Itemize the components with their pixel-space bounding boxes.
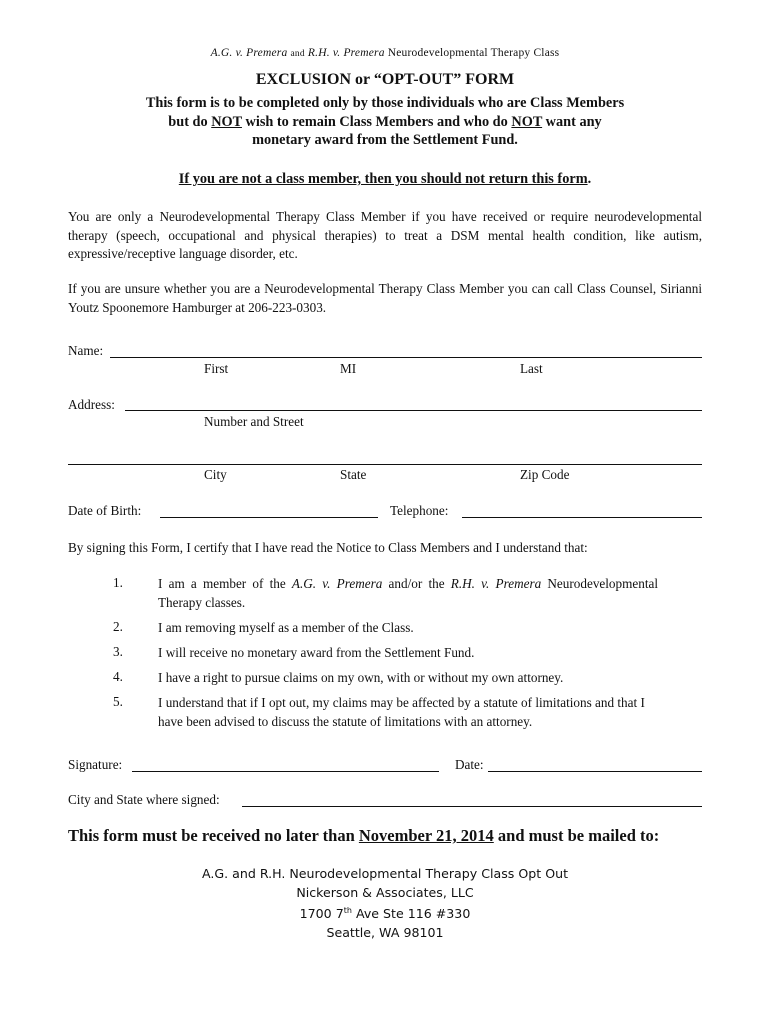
non-member-warning: If you are not a class member, then you should not return this form. bbox=[178, 171, 592, 187]
intro-line-2: but do NOT wish to remain Class Members and who do NOT want any bbox=[168, 113, 602, 130]
acknowledgement-item: I have a right to pursue claims on my own, with or without my own attorney. bbox=[158, 670, 564, 685]
certify-statement: By signing this Form, I certify that I have read the Notice to Class Members and I understand that: bbox=[68, 540, 588, 555]
state-caption: State bbox=[340, 467, 367, 482]
dob-field[interactable] bbox=[160, 517, 378, 518]
name-first-caption: First bbox=[204, 361, 229, 376]
name-last-caption: Last bbox=[520, 361, 543, 376]
zip-caption: Zip Code bbox=[520, 467, 570, 482]
intro-line-3: monetary award from the Settlement Fund. bbox=[252, 132, 518, 148]
item-number: 1. bbox=[113, 575, 123, 590]
dob-label: Date of Birth: bbox=[68, 503, 142, 518]
mailing-line-3: 1700 7th Ave Ste 116 #330 bbox=[299, 906, 471, 922]
header-class-name: Neurodevelopmental Therapy Class bbox=[387, 47, 560, 59]
mailing-line-1: A.G. and R.H. Neurodevelopmental Therapy Class Opt Out bbox=[201, 866, 569, 881]
header-and: and bbox=[290, 49, 305, 59]
telephone-label: Telephone: bbox=[390, 503, 449, 518]
name-mi-caption: MI bbox=[340, 361, 357, 376]
signature-label: Signature: bbox=[68, 757, 123, 772]
acknowledgement-item: I understand that if I opt out, my claims may be affected by a statute of limitations and that I have been advised to discuss the statute of limitations with an attorney. bbox=[158, 695, 645, 729]
city-state-signed-label: City and State where signed: bbox=[68, 792, 220, 807]
class-counsel-paragraph: If you are unsure whether you are a Neurodevelopmental Therapy Class Member you can call Class Counsel, Sirianni Youtz Spoonemore Hamburger at 206-223-0303. bbox=[68, 281, 702, 315]
city-state-signed-field[interactable] bbox=[242, 806, 702, 807]
address-street-caption: Number and Street bbox=[204, 414, 304, 429]
case-name-rh: R.H. v. Premera bbox=[307, 47, 385, 59]
signature-field[interactable] bbox=[132, 771, 439, 772]
eligibility-paragraph: You are only a Neurodevelopmental Therapy Class Member if you have received or require neurodevelopmental therapy (speech, occupational and physical therapies) to treat a DSM mental health condition, like autism, expressive/receptive language disorder, etc. bbox=[68, 209, 702, 261]
date-field[interactable] bbox=[488, 771, 702, 772]
item-number: 4. bbox=[113, 669, 123, 684]
mailing-line-4: Seattle, WA 98101 bbox=[326, 924, 444, 940]
address-city-state-zip-field[interactable] bbox=[68, 464, 702, 465]
case-name-ag: A.G. v. Premera bbox=[210, 47, 288, 59]
form-title: EXCLUSION or “OPT-OUT” FORM bbox=[255, 71, 515, 88]
date-label: Date: bbox=[455, 757, 484, 772]
acknowledgement-item: I am removing myself as a member of the Class. bbox=[158, 620, 414, 635]
item-number: 2. bbox=[113, 619, 123, 634]
name-label: Name: bbox=[68, 343, 104, 358]
acknowledgement-item: I will receive no monetary award from the Settlement Fund. bbox=[158, 645, 475, 660]
intro-line-1: This form is to be completed only by those individuals who are Class Members bbox=[145, 95, 625, 111]
acknowledgement-item: I am a member of the A.G. v. Premera and/or the R.H. v. Premera Neurodevelopmental Therapy classes. bbox=[158, 576, 658, 610]
item-number: 5. bbox=[113, 694, 123, 709]
mailing-address bbox=[0, 865, 770, 942]
not-emphasis: NOT bbox=[211, 113, 242, 130]
deadline-notice: This form must be received no later than November 21, 2014 and must be mailed to: bbox=[68, 826, 660, 845]
item-number: 3. bbox=[113, 644, 123, 659]
deadline-date: November 21, 2014 bbox=[358, 826, 494, 845]
case-header bbox=[0, 47, 770, 59]
address-street-field[interactable] bbox=[125, 410, 702, 411]
mailing-line-2: Nickerson & Associates, LLC bbox=[296, 884, 474, 900]
city-caption: City bbox=[204, 467, 227, 482]
form-intro bbox=[0, 94, 770, 150]
name-field[interactable] bbox=[110, 357, 702, 358]
address-label: Address: bbox=[68, 397, 115, 412]
telephone-field[interactable] bbox=[462, 517, 702, 518]
not-emphasis: NOT bbox=[511, 113, 543, 130]
